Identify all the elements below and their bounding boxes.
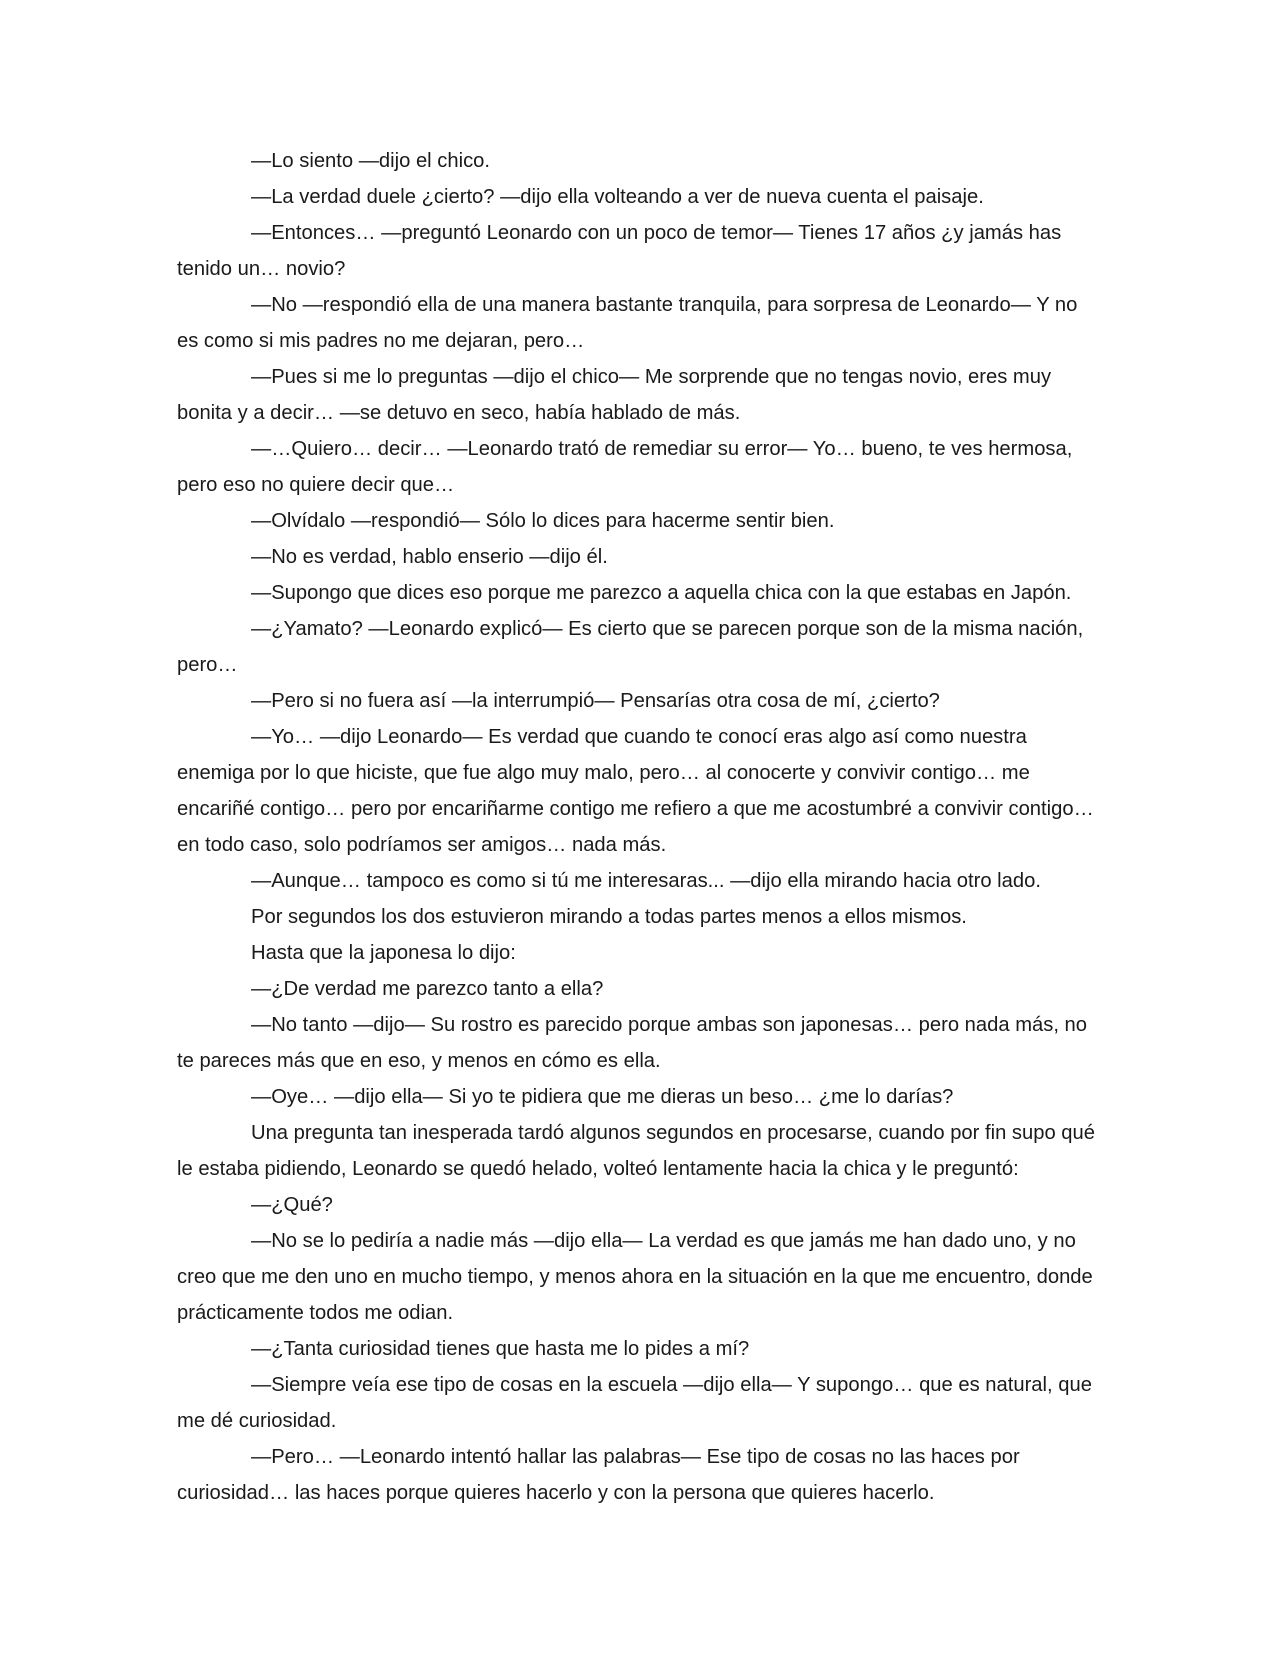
paragraph-2: —La verdad duele ¿cierto? —dijo ella volteando a ver de nueva cuenta el paisaje. [251, 186, 984, 208]
paragraph-23: —Siempre veía ese tipo de cosas en la escuela —dijo ella— Y supongo… que es natural, que me dé curiosidad. [177, 1374, 1092, 1432]
paragraph-11: —Pero si no fuera así —la interrumpió— Pensarías otra cosa de mí, ¿cierto? [251, 690, 940, 712]
paragraph-3: —Entonces… —preguntó Leonardo con un poco de temor— Tienes 17 años ¿y jamás has tenido un… novio? [177, 222, 1062, 280]
paragraph-18: —Oye… —dijo ella— Si yo te pidiera que me dieras un beso… ¿me lo darías? [251, 1086, 954, 1108]
paragraph-24: —Pero… —Leonardo intentó hallar las palabras— Ese tipo de cosas no las haces por curiosidad… las haces porque quieres hacerlo y con la persona que quieres hacerlo. [177, 1446, 1020, 1504]
paragraph-19: Una pregunta tan inesperada tardó algunos segundos en procesarse, cuando por fin supo qué le estaba pidiendo, Leonardo se quedó helado, volteó lentamente hacia la chica y le preguntó: [177, 1122, 1095, 1180]
paragraph-1: —Lo siento —dijo el chico. [251, 150, 491, 172]
paragraph-8: —No es verdad, hablo enserio —dijo él. [251, 546, 608, 568]
paragraph-4: —No —respondió ella de una manera bastante tranquila, para sorpresa de Leonardo— Y no es como si mis padres no me dejaran, pero… [177, 294, 1078, 352]
paragraph-16: —¿De verdad me parezco tanto a ella? [251, 978, 604, 1000]
paragraph-14: Por segundos los dos estuvieron mirando a todas partes menos a ellos mismos. [251, 906, 967, 928]
paragraph-6: —…Quiero… decir… —Leonardo trató de remediar su error— Yo… bueno, te ves hermosa, pero eso no quiere decir que… [177, 438, 1073, 496]
paragraph-21: —No se lo pediría a nadie más —dijo ella— La verdad es que jamás me han dado uno, y no creo que me den uno en mucho tiempo, y menos ahora en la situación en la que me encuentro, donde prácticamente todos me odian. [177, 1230, 1093, 1324]
paragraph-12: —Yo… —dijo Leonardo— Es verdad que cuando te conocí eras algo así como nuestra enemiga por lo que hiciste, que fue algo muy malo, pero… al conocerte y convivir contigo… me encariñé contigo… pero por encariñarme contigo me refiero a que me acostumbré a convivir contigo… en todo caso, solo podríamos ser amigos… nada más. [177, 726, 1094, 856]
paragraph-17: —No tanto —dijo— Su rostro es parecido porque ambas son japonesas… pero nada más, no te pareces más que en eso, y menos en cómo es ella. [177, 1014, 1088, 1072]
paragraph-10: —¿Yamato? —Leonardo explicó— Es cierto que se parecen porque son de la misma nación, pero… [177, 618, 1084, 676]
paragraph-7: —Olvídalo —respondió— Sólo lo dices para hacerme sentir bien. [251, 510, 835, 532]
paragraph-9: —Supongo que dices eso porque me parezco a aquella chica con la que estabas en Japón. [251, 582, 1072, 604]
paragraph-13: —Aunque… tampoco es como si tú me interesaras... —dijo ella mirando hacia otro lado. [251, 870, 1041, 892]
paragraph-15: Hasta que la japonesa lo dijo: [251, 942, 516, 964]
paragraph-20: —¿Qué? [251, 1194, 333, 1216]
paragraph-5: —Pues si me lo preguntas —dijo el chico— Me sorprende que no tengas novio, eres muy bonita y a decir… —se detuvo en seco, había hablado de más. [177, 366, 1052, 424]
paragraph-22: —¿Tanta curiosidad tienes que hasta me lo pides a mí? [251, 1338, 750, 1360]
document-body [177, 143, 1102, 1511]
